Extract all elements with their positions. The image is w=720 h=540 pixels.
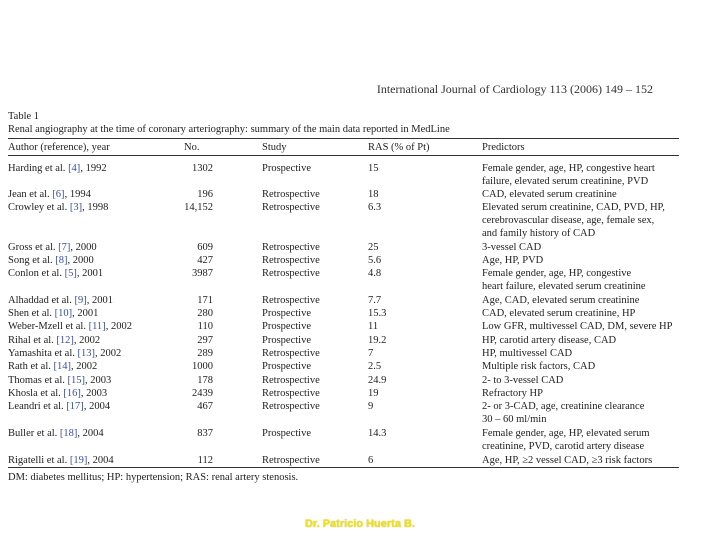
author-year: , 1998 — [82, 202, 109, 213]
cell-predictors — [482, 360, 595, 373]
author-year: , 2003 — [84, 375, 112, 386]
cell-predictors — [482, 254, 543, 267]
table-bottom-rule — [8, 467, 679, 468]
header-author: Author (reference), year — [8, 142, 110, 153]
cell-study: Prospective — [262, 163, 311, 174]
author-year: , 2004 — [87, 455, 114, 466]
predictor-line: CAD, elevated serum creatinine — [482, 189, 617, 200]
predictor-line: Low GFR, multivessel CAD, DM, severe HP — [482, 321, 673, 332]
predictor-line: 30 – 60 ml/min — [482, 414, 547, 426]
author-name: Leandri et al. — [8, 401, 64, 412]
reference-link[interactable]: [14] — [53, 361, 71, 372]
cell-ras: 9 — [368, 401, 374, 412]
cell-study: Retrospective — [262, 295, 320, 306]
cell-ras: 6.3 — [368, 202, 382, 213]
author-name: Rihal et al. — [8, 335, 54, 346]
predictor-line: Female gender, age, HP, elevated serum — [482, 428, 650, 439]
author-year: , 2002 — [105, 321, 132, 332]
cell-study: Retrospective — [262, 455, 320, 466]
cell-author — [8, 334, 100, 347]
cell-author — [8, 454, 114, 467]
cell-predictors — [482, 162, 655, 188]
cell-predictors — [482, 307, 635, 320]
predictor-line: Age, HP, ≥2 vessel CAD, ≥3 risk factors — [482, 455, 653, 466]
author-year: , 2004 — [83, 401, 111, 412]
header-ras: RAS (% of Pt) — [368, 142, 430, 153]
cell-study: Retrospective — [262, 189, 320, 200]
author-name: Buller et al. — [8, 428, 58, 439]
cell-study: Retrospective — [262, 268, 320, 279]
reference-link[interactable]: [13] — [77, 348, 96, 359]
cell-number: 196 — [197, 189, 213, 200]
cell-predictors — [482, 374, 563, 387]
cell-author — [8, 307, 98, 320]
predictor-line: Elevated serum creatinine, CAD, PVD, HP, — [482, 202, 665, 213]
reference-link[interactable]: [5] — [64, 268, 77, 279]
table-label: Table 1 — [8, 111, 40, 122]
cell-ras: 6 — [368, 455, 374, 466]
cell-predictors — [482, 241, 541, 254]
cell-number: 837 — [197, 428, 213, 439]
author-year: , 1994 — [64, 189, 91, 200]
predictor-line: 3-vessel CAD — [482, 242, 542, 253]
cell-ras: 15 — [368, 163, 379, 174]
author-name: Song et al. — [8, 255, 53, 266]
cell-ras: 4.8 — [368, 268, 382, 279]
author-year: , 2002 — [71, 361, 98, 372]
cell-ras: 11 — [368, 321, 379, 332]
cell-number: 1000 — [192, 361, 213, 372]
cell-number: 280 — [197, 308, 213, 319]
author-name: Harding et al. — [8, 163, 66, 174]
author-name: Khosla et al. — [8, 388, 61, 399]
cell-predictors — [482, 400, 644, 426]
reference-link[interactable]: [10] — [54, 308, 73, 319]
table-header-rule — [8, 155, 679, 156]
cell-predictors — [482, 294, 639, 307]
cell-number: 171 — [197, 295, 213, 306]
cell-author — [8, 201, 108, 214]
cell-author — [8, 427, 104, 440]
cell-ras: 14.3 — [368, 428, 387, 439]
cell-author — [8, 387, 107, 400]
header-study: Study — [262, 142, 287, 153]
author-name: Rigatelli et al. — [8, 455, 68, 466]
cell-predictors — [482, 267, 646, 293]
cell-ras: 19.2 — [368, 335, 387, 346]
cell-predictors — [482, 454, 652, 467]
cell-number: 297 — [197, 335, 213, 346]
cell-predictors — [482, 427, 650, 453]
author-year: , 2003 — [80, 388, 108, 399]
reference-link[interactable]: [6] — [52, 189, 65, 200]
predictor-line: CAD, elevated serum creatinine, HP — [482, 308, 636, 319]
predictor-line: 2- or 3-CAD, age, creatinine clearance — [482, 401, 645, 412]
cell-study: Retrospective — [262, 202, 320, 213]
author-name: Conlon et al. — [8, 268, 62, 279]
cell-number: 110 — [197, 321, 213, 332]
author-name: Shen et al. — [8, 308, 53, 319]
cell-predictors — [482, 188, 617, 201]
author-year: , 2000 — [67, 255, 94, 266]
table-top-rule — [8, 138, 679, 139]
cell-number: 289 — [197, 348, 213, 359]
author-name: Alhaddad et al. — [8, 295, 72, 306]
author-year: , 2001 — [72, 308, 99, 319]
cell-number: 112 — [197, 455, 213, 466]
cell-number: 609 — [197, 242, 213, 253]
table-caption: Renal angiography at the time of coronary arteriography: summary of the main data reported in MedLine — [8, 124, 450, 135]
author-name: Rath et al. — [8, 361, 51, 372]
author-year: , 1992 — [80, 163, 107, 174]
reference-link[interactable]: [9] — [74, 295, 87, 306]
predictor-line: Female gender, age, HP, congestive — [482, 268, 632, 279]
predictor-line: heart failure, elevated serum creatinine — [482, 281, 646, 293]
cell-predictors — [482, 320, 672, 333]
cell-ras: 25 — [368, 242, 379, 253]
cell-study: Retrospective — [262, 348, 320, 359]
cell-study: Prospective — [262, 428, 311, 439]
table-footnote: DM: diabetes mellitus; HP: hypertension; RAS: renal artery stenosis. — [8, 472, 299, 483]
cell-ras: 7 — [368, 348, 374, 359]
reference-link[interactable]: [3] — [69, 202, 83, 213]
reference-link[interactable]: [18] — [59, 428, 78, 439]
cell-predictors — [482, 201, 665, 241]
predictor-line: Female gender, age, HP, congestive heart — [482, 163, 655, 174]
cell-number: 467 — [197, 401, 213, 412]
predictor-line: creatinine, PVD, carotid artery disease — [482, 441, 645, 453]
author-year: , 2000 — [70, 242, 97, 253]
cell-author — [8, 294, 113, 307]
predictor-line: Age, CAD, elevated serum creatinine — [482, 295, 640, 306]
cell-author — [8, 347, 121, 360]
cell-number: 3987 — [192, 268, 213, 279]
reference-link[interactable]: [8] — [55, 255, 68, 266]
author-year: , 2001 — [86, 295, 113, 306]
cell-ras: 18 — [368, 189, 379, 200]
predictor-line: Multiple risk factors, CAD — [482, 361, 596, 372]
cell-number: 14,152 — [184, 202, 213, 213]
cell-predictors — [482, 347, 572, 360]
cell-study: Retrospective — [262, 242, 320, 253]
author-name: Jean et al. — [8, 189, 50, 200]
predictor-line: Age, HP, PVD — [482, 255, 544, 266]
cell-study: Prospective — [262, 335, 311, 346]
cell-study: Retrospective — [262, 388, 320, 399]
cell-author — [8, 267, 103, 280]
reference-link[interactable]: [11] — [88, 321, 106, 332]
cell-predictors — [482, 387, 543, 400]
predictor-line: HP, carotid artery disease, CAD — [482, 335, 617, 346]
cell-number: 1302 — [192, 163, 213, 174]
author-name: Weber-Mzell et al. — [8, 321, 86, 332]
cell-study: Retrospective — [262, 375, 320, 386]
predictor-line: 2- to 3-vessel CAD — [482, 375, 564, 386]
reference-link[interactable]: [16] — [63, 388, 81, 399]
cell-predictors — [482, 334, 616, 347]
predictor-line: failure, elevated serum creatinine, PVD — [482, 176, 649, 188]
reference-link[interactable]: [12] — [56, 335, 74, 346]
cell-author — [8, 162, 107, 175]
reference-link[interactable]: [4] — [68, 163, 81, 174]
author-name: Yamashita et al. — [8, 348, 75, 359]
cell-author — [8, 254, 94, 267]
author-year: , 2001 — [76, 268, 104, 279]
cell-ras: 19 — [368, 388, 379, 399]
reference-link[interactable]: [15] — [67, 375, 85, 386]
author-year: , 2002 — [73, 335, 101, 346]
author-year: , 2002 — [95, 348, 122, 359]
reference-link[interactable]: [7] — [58, 242, 71, 253]
cell-ras: 24.9 — [368, 375, 387, 386]
cell-ras: 7.7 — [368, 295, 382, 306]
cell-number: 2439 — [192, 388, 213, 399]
cell-author — [8, 400, 110, 413]
predictor-line: cerebrovascular disease, age, female sex, — [482, 215, 655, 227]
header-predictors: Predictors — [482, 142, 525, 153]
cell-study: Prospective — [262, 361, 311, 372]
author-name: Gross et al. — [8, 242, 56, 253]
journal-citation: International Journal of Cardiology 113 (2006) 149 – 152 — [376, 82, 653, 96]
author-year: , 2004 — [77, 428, 104, 439]
cell-number: 427 — [197, 255, 213, 266]
cell-ras: 5.6 — [368, 255, 382, 266]
predictor-line: and family history of CAD — [482, 228, 596, 240]
cell-number: 178 — [197, 375, 213, 386]
cell-study: Retrospective — [262, 401, 320, 412]
reference-link[interactable]: [17] — [66, 401, 84, 412]
header-no: No. — [184, 142, 200, 153]
cell-study: Retrospective — [262, 255, 320, 266]
cell-author — [8, 188, 91, 201]
reference-link[interactable]: [19] — [69, 455, 88, 466]
cell-study: Prospective — [262, 321, 311, 332]
cell-author — [8, 360, 97, 373]
author-name: Crowley et al. — [8, 202, 68, 213]
cell-study: Prospective — [262, 308, 311, 319]
predictor-line: Refractory HP — [482, 388, 543, 399]
cell-author — [8, 320, 132, 333]
author-credit: Dr. Patricio Huerta B. — [304, 518, 416, 530]
predictor-line: HP, multivessel CAD — [482, 348, 573, 359]
author-name: Thomas et al. — [8, 375, 65, 386]
cell-author — [8, 241, 97, 254]
cell-ras: 2.5 — [368, 361, 382, 372]
cell-author — [8, 374, 111, 387]
cell-ras: 15.3 — [368, 308, 387, 319]
